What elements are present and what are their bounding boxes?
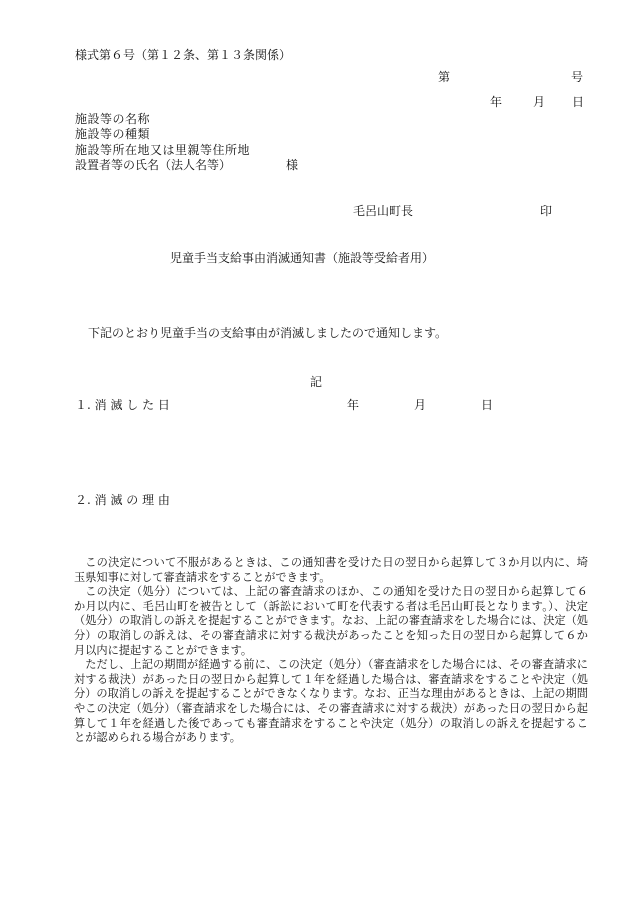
owner-name-label: 設置者等の氏名（法人名等）	[75, 158, 232, 172]
intro-text: 下記のとおり児童手当の支給事由が消滅しましたので通知します。	[88, 326, 448, 340]
item2-label: ２. 消 滅 の 理 由	[75, 493, 170, 507]
facility-address-label: 施設等所在地又は里親等住所地	[75, 143, 251, 157]
date-day: 日	[572, 95, 585, 109]
document-title: 児童手当支給事由消滅通知書（施設等受給者用）	[170, 251, 435, 265]
seal-mark: 印	[540, 204, 553, 218]
date-month: 月	[533, 95, 546, 109]
item1-day: 日	[481, 398, 494, 412]
item1-year: 年	[347, 398, 360, 412]
form-number: 様式第６号（第１２条、第１３条関係）	[75, 48, 292, 62]
doc-number-prefix: 第	[438, 70, 451, 84]
item1-label: １. 消 滅 し た 日	[75, 398, 170, 412]
item1-month: 月	[414, 398, 427, 412]
ki-heading: 記	[310, 375, 323, 389]
notice-paragraph-2: この決定（処分）については、上記の審査請求のほか、この通知を受けた日の翌日から起算して６か月以内に、毛呂山町を被告として（訴訟において町を代表する者は毛呂山町長となります。）、決定（処分）の取消しの訴えを提起することができます。なお、上記の審査請求をした場合には、決定（処分）の取消しの訴えは、その審査請求に対する裁決があったことを知った日の翌日から起算して６か月以内に提起することができます。	[74, 585, 588, 657]
appeal-notice	[74, 556, 588, 746]
mayor-name: 毛呂山町長	[353, 204, 414, 218]
facility-type-label: 施設等の種類	[75, 127, 151, 141]
facility-name-label: 施設等の名称	[75, 112, 151, 126]
honorific: 様	[286, 158, 299, 172]
notice-paragraph-3: ただし、上記の期間が経過する前に、この決定（処分）（審査請求をした場合には、その審査請求に対する裁決）があった日の翌日から起算して１年を経過した場合は、審査請求をすることや決定（処分）の取消しの訴えを提起することができなくなります。なお、正当な理由があるときは、上記の期間やこの決定（処分）（審査請求をした場合には、その審査請求に対する裁決）があった日の翌日から起算して１年を経過した後であっても審査請求をすることや決定（処分）の取消しの訴えを提起することが認められる場合があります。	[74, 658, 588, 745]
date-year: 年	[490, 95, 503, 109]
doc-number-suffix: 号	[571, 70, 584, 84]
notice-paragraph-1: この決定について不服があるときは、この通知書を受けた日の翌日から起算して３か月以内に、埼玉県知事に対して審査請求をすることができます。	[74, 556, 588, 584]
